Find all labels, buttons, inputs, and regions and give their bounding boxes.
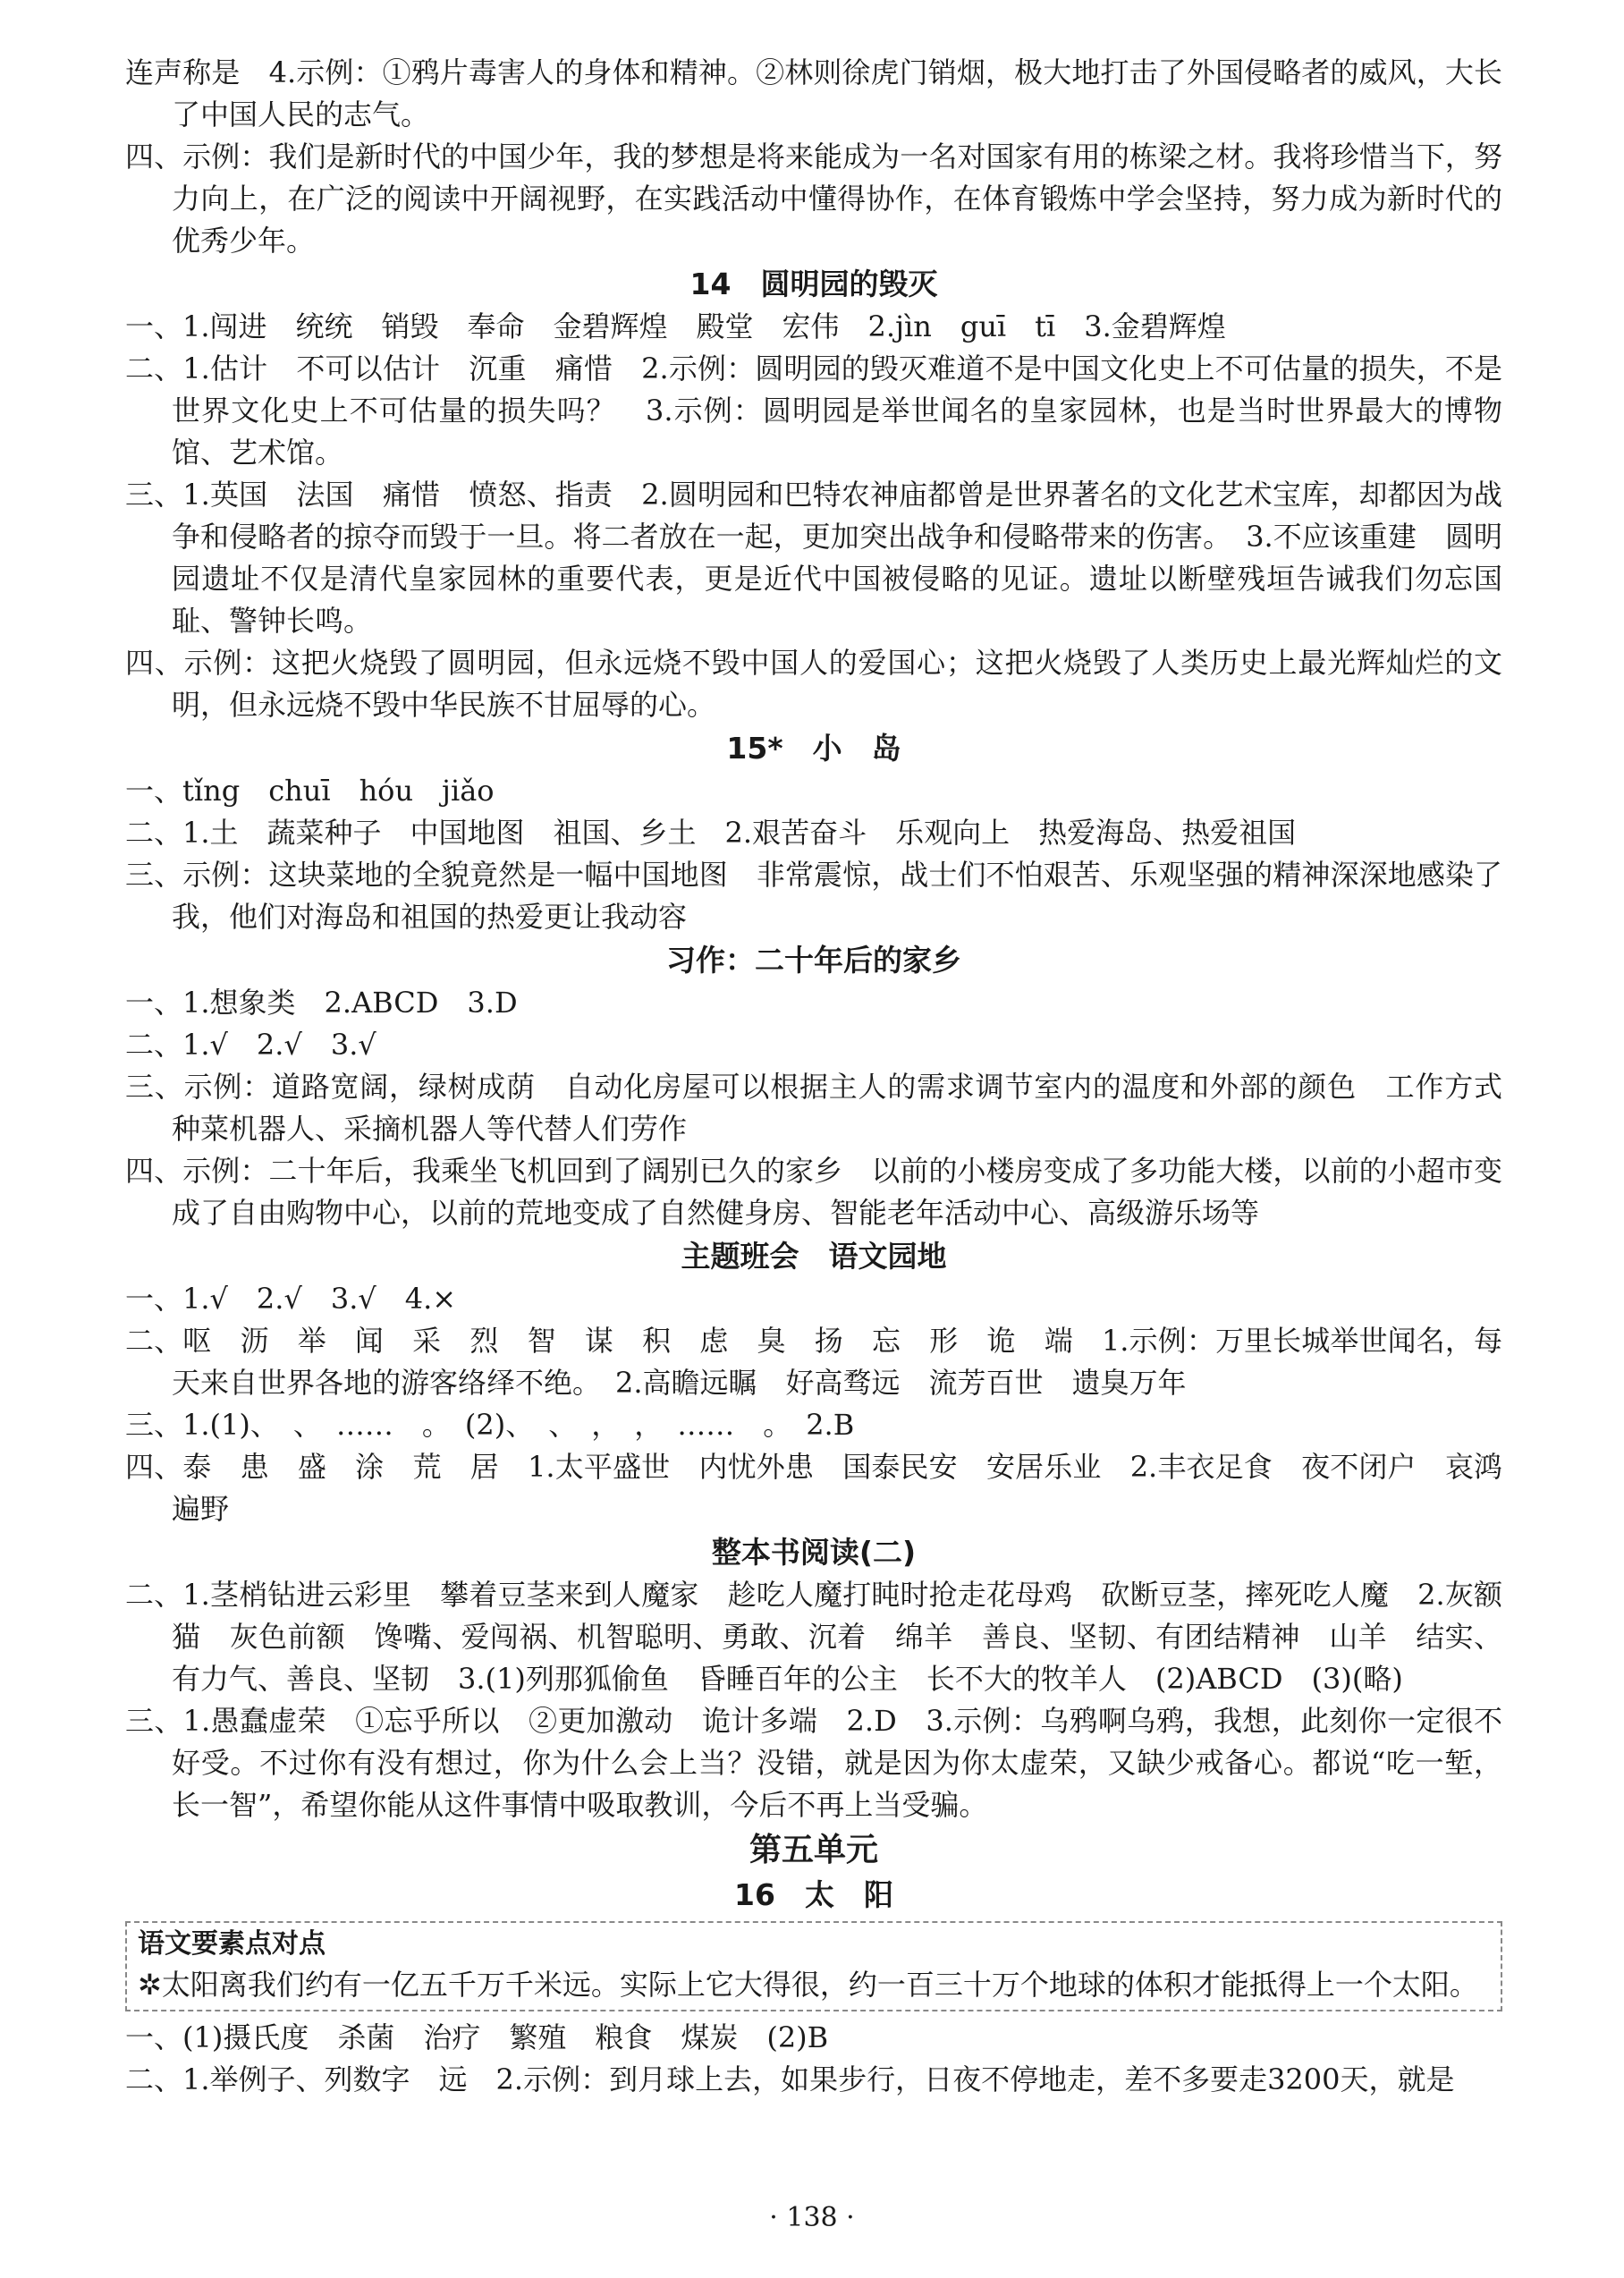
- section-title-15: 15* 小 岛: [726, 731, 901, 766]
- answer-line: 二、1.举例子、列数字 远 2.示例：到月球上去，如果步行，日夜不停地走，差不多要走3200天，就是: [125, 2062, 1455, 2096]
- answer-line: 三、1.英国 法国 痛惜 愤怒、指责 2.圆明园和巴特农神庙都曾是世界著名的文化艺术宝库，却都因为战争和侵略者的掠夺而毁于一旦。将二者放在一起，更加突出战争和侵略带来的伤害。 3.不应该重建 圆明园遗址不仅是清代皇家园林的重要代表，更是近代中国被侵略的见证。遗址以断壁残垣告诫我们勿忘国耻、警钟长鸣。: [125, 478, 1502, 638]
- answer-line: 二、呕 沥 举 闻 采 烈 智 谋 积 虑 臭 扬 忘 形 诡 端 1.示例：万里长城举世闻名，每天来自世界各地的游客络绎不绝。 2.高瞻远瞩 好高骛远 流芳百世 遗臭万年: [125, 1324, 1502, 1400]
- lesson-title-16: 16 太 阳: [734, 1877, 893, 1912]
- answer-line: 一、1.闯进 统统 销毁 奉命 金碧辉煌 殿堂 宏伟 2.jìn guī tī 3.金碧辉煌: [125, 309, 1226, 343]
- answer-line: 一、1.想象类 2.ABCD 3.D: [125, 986, 518, 1020]
- answer-line: 二、1.土 蔬菜种子 中国地图 祖国、乡土 2.艰苦奋斗 乐观向上 热爱海岛、热爱祖国: [125, 816, 1297, 850]
- answer-line: 四、泰 患 盛 涂 荒 居 1.太平盛世 内忧外患 国泰民安 安居乐业 2.丰衣足食 夜不闭户 哀鸿遍野: [125, 1450, 1502, 1526]
- answer-line: 三、示例：这块菜地的全貌竟然是一幅中国地图 非常震惊，战士们不怕艰苦、乐观坚强的精神深深地感染了我，他们对海岛和祖国的热爱更让我动容: [125, 858, 1502, 934]
- key-points-box: [125, 1921, 1502, 2011]
- answer-line: 三、1.愚蠢虚荣 ①忘乎所以 ②更加激动 诡计多端 2.D 3.示例：乌鸦啊乌鸦，我想，此刻你一定很不好受。不过你有没有想过，你为什么会上当？没错，就是因为你太虚荣，又缺少戒备心。都说“吃一堑，长一智”，希望你能从这件事情中吸取教训，今后不再上当受骗。: [125, 1704, 1502, 1822]
- section-title-14: 14 圆明园的毁灭: [689, 267, 938, 301]
- section-title-reading: 整本书阅读(二): [711, 1535, 917, 1570]
- answer-line: 三、示例：道路宽阔，绿树成荫 自动化房屋可以根据主人的需求调节室内的温度和外部的颜色 工作方式 种菜机器人、采摘机器人等代替人们劳作: [125, 1070, 1532, 1146]
- answer-line: 二、1.茎梢钻进云彩里 攀着豆茎来到人魔家 趁吃人魔打盹时抢走花母鸡 砍断豆茎，摔死吃人魔 2.灰额猫 灰色前额 馋嘴、爱闯祸、机智聪明、勇敢、沉着 绵羊 善良、坚韧、有团结精神 山羊 结实、有力气、善良、坚韧 3.(1)列那狐偷鱼 昏睡百年的公主 长不大的牧羊人 (2)ABCD (3)(略): [125, 1578, 1502, 1696]
- section-title-zhuti: 主题班会 语文园地: [681, 1239, 947, 1274]
- answer-line: 三、1.(1)、 、 …… 。 (2)、 、 ， ， …… 。 2.B: [125, 1408, 855, 1442]
- answer-line: 四、示例：这把火烧毁了圆明园，但永远烧不毁中国人的爱国心；这把火烧毁了人类历史上最光辉灿烂的文明，但永远烧不毁中华民族不甘屈辱的心。: [125, 646, 1502, 722]
- key-points-text: ✲太阳离我们约有一亿五千万千米远。实际上它大得很，约一百三十万个地球的体积才能抵得上一个太阳。: [138, 1968, 1478, 2002]
- answer-line: 二、1.√ 2.√ 3.√: [125, 1028, 376, 1062]
- page-number: · 138 ·: [769, 2202, 855, 2233]
- page-content: [125, 52, 1532, 2101]
- answer-line: 一、(1)摄氏度 杀菌 治疗 繁殖 粮食 煤炭 (2)B: [125, 2020, 829, 2054]
- section-title-xizuo: 习作：二十年后的家乡: [666, 943, 961, 978]
- answer-line: 一、tǐng chuī hóu jiǎo: [125, 774, 495, 808]
- answer-line: 四、示例：我们是新时代的中国少年，我的梦想是将来能成为一名对国家有用的栋梁之材。我将珍惜当下，努力向上，在广泛的阅读中开阔视野，在实践活动中懂得协作，在体育锻炼中学会坚持，努力成为新时代的优秀少年。: [125, 140, 1502, 258]
- answer-line: 一、1.√ 2.√ 3.√ 4.×: [125, 1282, 457, 1316]
- answer-line: 连声称是 4.示例：①鸦片毒害人的身体和精神。②林则徐虎门销烟，极大地打击了外国侵略者的威风，大长了中国人民的志气。: [125, 55, 1502, 131]
- key-points-title: 语文要素点对点: [138, 1928, 326, 1960]
- unit-title: 第五单元: [749, 1832, 878, 1868]
- answer-line: 二、1.估计 不可以估计 沉重 痛惜 2.示例：圆明园的毁灭难道不是中国文化史上不可估量的损失，不是世界文化史上不可估量的损失吗？ 3.示例：圆明园是举世闻名的皇家园林，也是当时世界最大的博物馆、艺术馆。: [125, 351, 1502, 470]
- answer-line: 四、示例：二十年后，我乘坐飞机回到了阔别已久的家乡 以前的小楼房变成了多功能大楼，以前的小超市变成了自由购物中心，以前的荒地变成了自然健身房、智能老年活动中心、高级游乐场等: [125, 1154, 1502, 1230]
